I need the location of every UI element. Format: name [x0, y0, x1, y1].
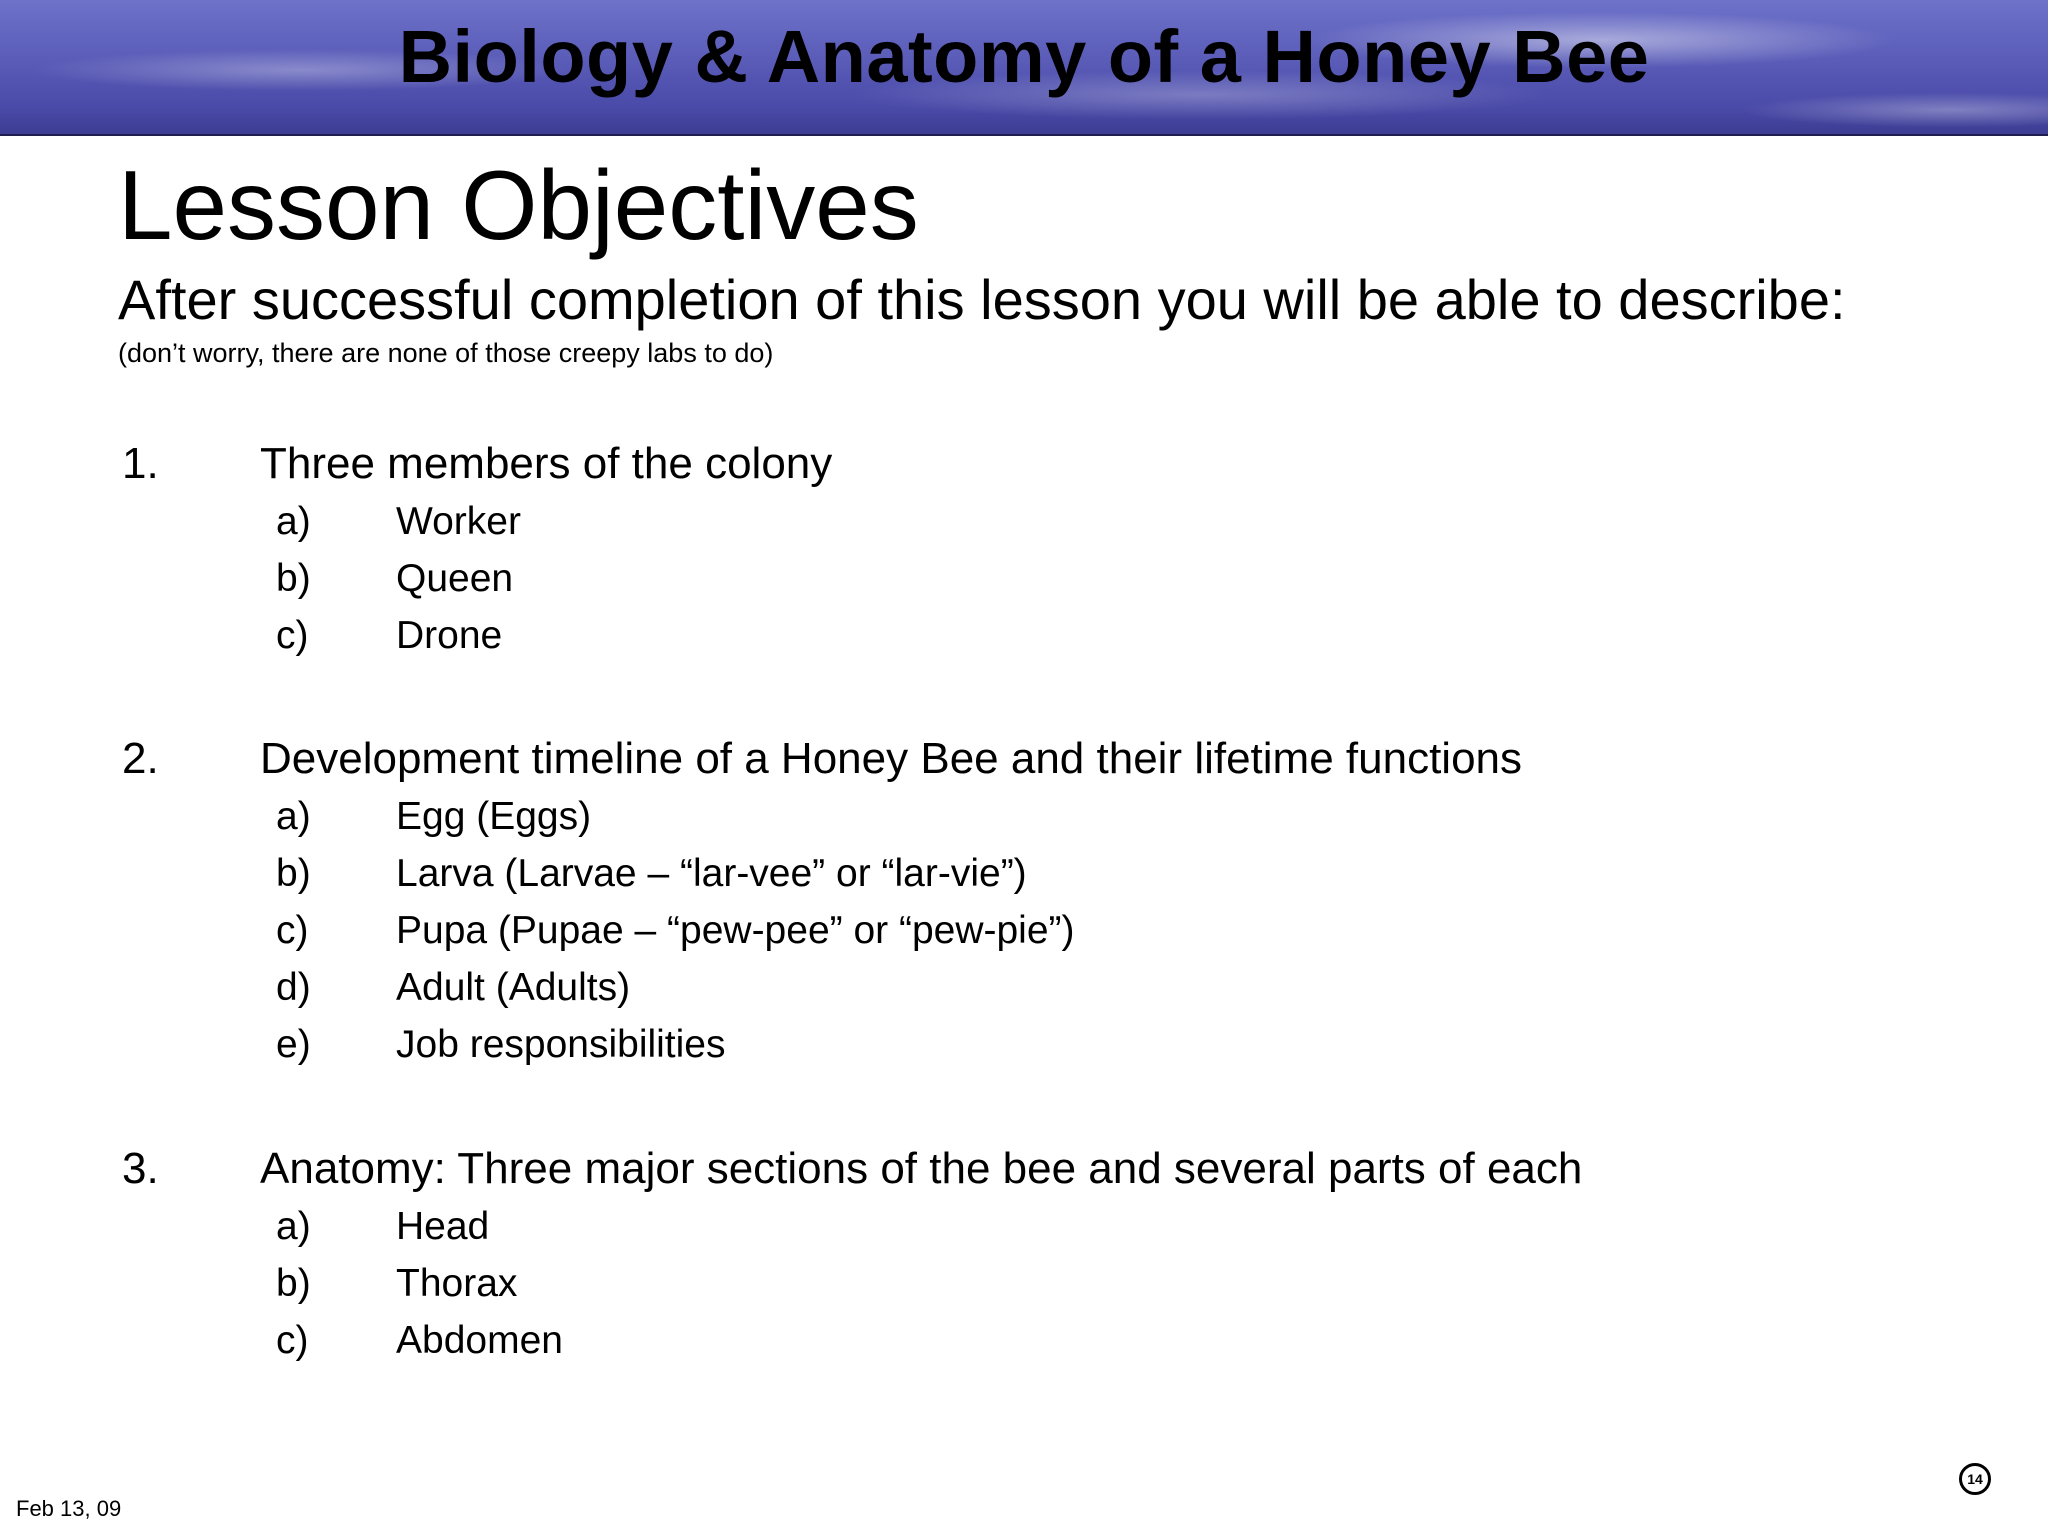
list-item [0, 1312, 2048, 1369]
list-item [0, 788, 2048, 845]
item-text: Thorax [396, 1262, 518, 1305]
list-item [0, 845, 2048, 902]
item-text: Drone [396, 614, 503, 657]
item-letter: c) [276, 1319, 309, 1362]
objective-2 [0, 730, 2048, 1073]
objective-text: Anatomy: Three major sections of the bee and several parts of each [260, 1144, 1583, 1193]
item-text: Queen [396, 557, 514, 600]
item-text: Abdomen [396, 1319, 563, 1362]
objective-text: Development timeline of a Honey Bee and their lifetime functions [260, 734, 1523, 783]
item-text: Worker [396, 500, 521, 543]
objective-heading [0, 730, 2048, 788]
list-item [0, 1255, 2048, 1312]
item-letter: a) [276, 1205, 311, 1248]
item-text: Head [396, 1205, 490, 1248]
objective-text: Three members of the colony [260, 439, 833, 488]
objective-heading [0, 1140, 2048, 1198]
title-banner [0, 0, 2048, 136]
slide-title: Lesson Objectives [118, 150, 919, 260]
item-letter: c) [276, 909, 309, 952]
item-letter: c) [276, 614, 309, 657]
item-letter: b) [276, 1262, 311, 1305]
list-item [0, 902, 2048, 959]
page-number-badge: 14 [1959, 1463, 1991, 1495]
list-item [0, 493, 2048, 550]
objective-number: 1. [122, 439, 159, 488]
item-letter: d) [276, 966, 311, 1009]
list-item [0, 959, 2048, 1016]
item-letter: b) [276, 852, 311, 895]
presentation-title: Biology & Anatomy of a Honey Bee [398, 15, 1650, 98]
objective-heading [0, 435, 2048, 493]
list-item [0, 550, 2048, 607]
objective-number: 3. [122, 1144, 159, 1193]
objective-number: 2. [122, 734, 159, 783]
item-letter: a) [276, 500, 311, 543]
item-letter: a) [276, 795, 311, 838]
footer-date: Feb 13, 09 [16, 1496, 122, 1521]
item-text: Pupa (Pupae – “pew-pee” or “pew-pie”) [396, 909, 1075, 952]
item-text: Adult (Adults) [396, 966, 631, 1009]
list-item [0, 607, 2048, 664]
aside-note: (don’t worry, there are none of those creepy labs to do) [118, 338, 774, 368]
item-text: Egg (Eggs) [396, 795, 592, 838]
item-letter: b) [276, 557, 311, 600]
item-letter: e) [276, 1023, 311, 1066]
list-item [0, 1016, 2048, 1073]
intro-text: After successful completion of this lesson you will be able to describe: [118, 268, 1846, 331]
objective-3 [0, 1140, 2048, 1369]
item-text: Job responsibilities [396, 1023, 726, 1066]
list-item [0, 1198, 2048, 1255]
objective-1 [0, 435, 2048, 664]
item-text: Larva (Larvae – “lar-vee” or “lar-vie”) [396, 852, 1027, 895]
